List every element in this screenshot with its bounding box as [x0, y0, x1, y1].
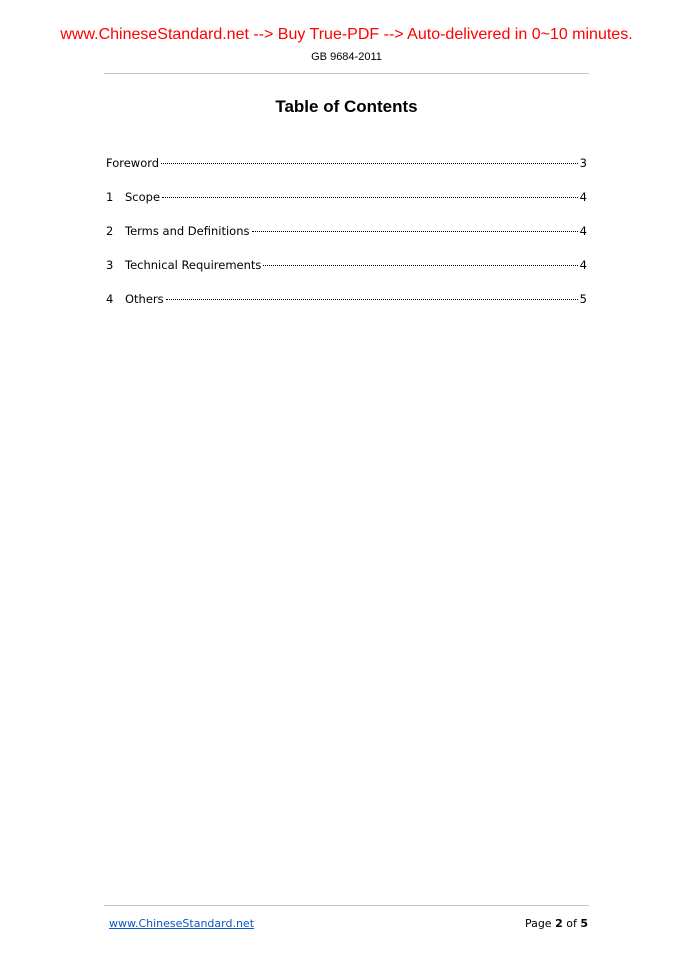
toc-entry-label: Foreword: [106, 156, 160, 170]
toc-dot-leader: [161, 163, 578, 164]
total-pages-number: 5: [580, 917, 588, 930]
toc-entry-page: 3: [579, 156, 587, 170]
toc-entry-label: Others: [125, 292, 164, 306]
toc-dot-leader: [252, 231, 578, 232]
current-page-number: 2: [555, 917, 563, 930]
toc-entry-number: 1: [106, 190, 114, 204]
toc-title: Table of Contents: [275, 97, 418, 116]
table-of-contents: [106, 156, 587, 326]
page-indicator: [525, 917, 588, 930]
toc-entry-page: 4: [579, 258, 587, 272]
page-of-label: of: [566, 917, 577, 930]
toc-entry-scope[interactable]: [106, 190, 587, 207]
toc-dot-leader: [162, 197, 578, 198]
toc-entry-label: Technical Requirements: [125, 258, 262, 272]
toc-entry-page: 5: [579, 292, 587, 306]
toc-entry-label: Terms and Definitions: [125, 224, 250, 238]
toc-entry-page: 4: [579, 224, 587, 238]
toc-entry-number: 4: [106, 292, 114, 306]
toc-entry-label: Scope: [125, 190, 161, 204]
toc-entry-terms-and-definitions[interactable]: [106, 224, 587, 241]
toc-entry-others[interactable]: [106, 292, 587, 309]
page-prefix: Page: [524, 917, 552, 930]
toc-dot-leader: [263, 265, 577, 266]
header-divider: [104, 73, 589, 74]
standard-code: GB 9684-2011: [311, 51, 382, 63]
toc-entry-technical-requirements[interactable]: [106, 258, 587, 275]
footer-site-link[interactable]: www.ChineseStandard.net: [109, 917, 255, 930]
toc-entry-number: 2: [106, 224, 114, 238]
toc-entry-foreword[interactable]: [106, 156, 587, 173]
toc-entry-number: 3: [106, 258, 114, 272]
toc-dot-leader: [166, 299, 578, 300]
toc-entry-page: 4: [579, 190, 587, 204]
promo-banner: www.ChineseStandard.net --> Buy True-PDF --> Auto-delivered in 0~10 minutes.: [60, 26, 633, 43]
footer-divider: [104, 905, 589, 906]
